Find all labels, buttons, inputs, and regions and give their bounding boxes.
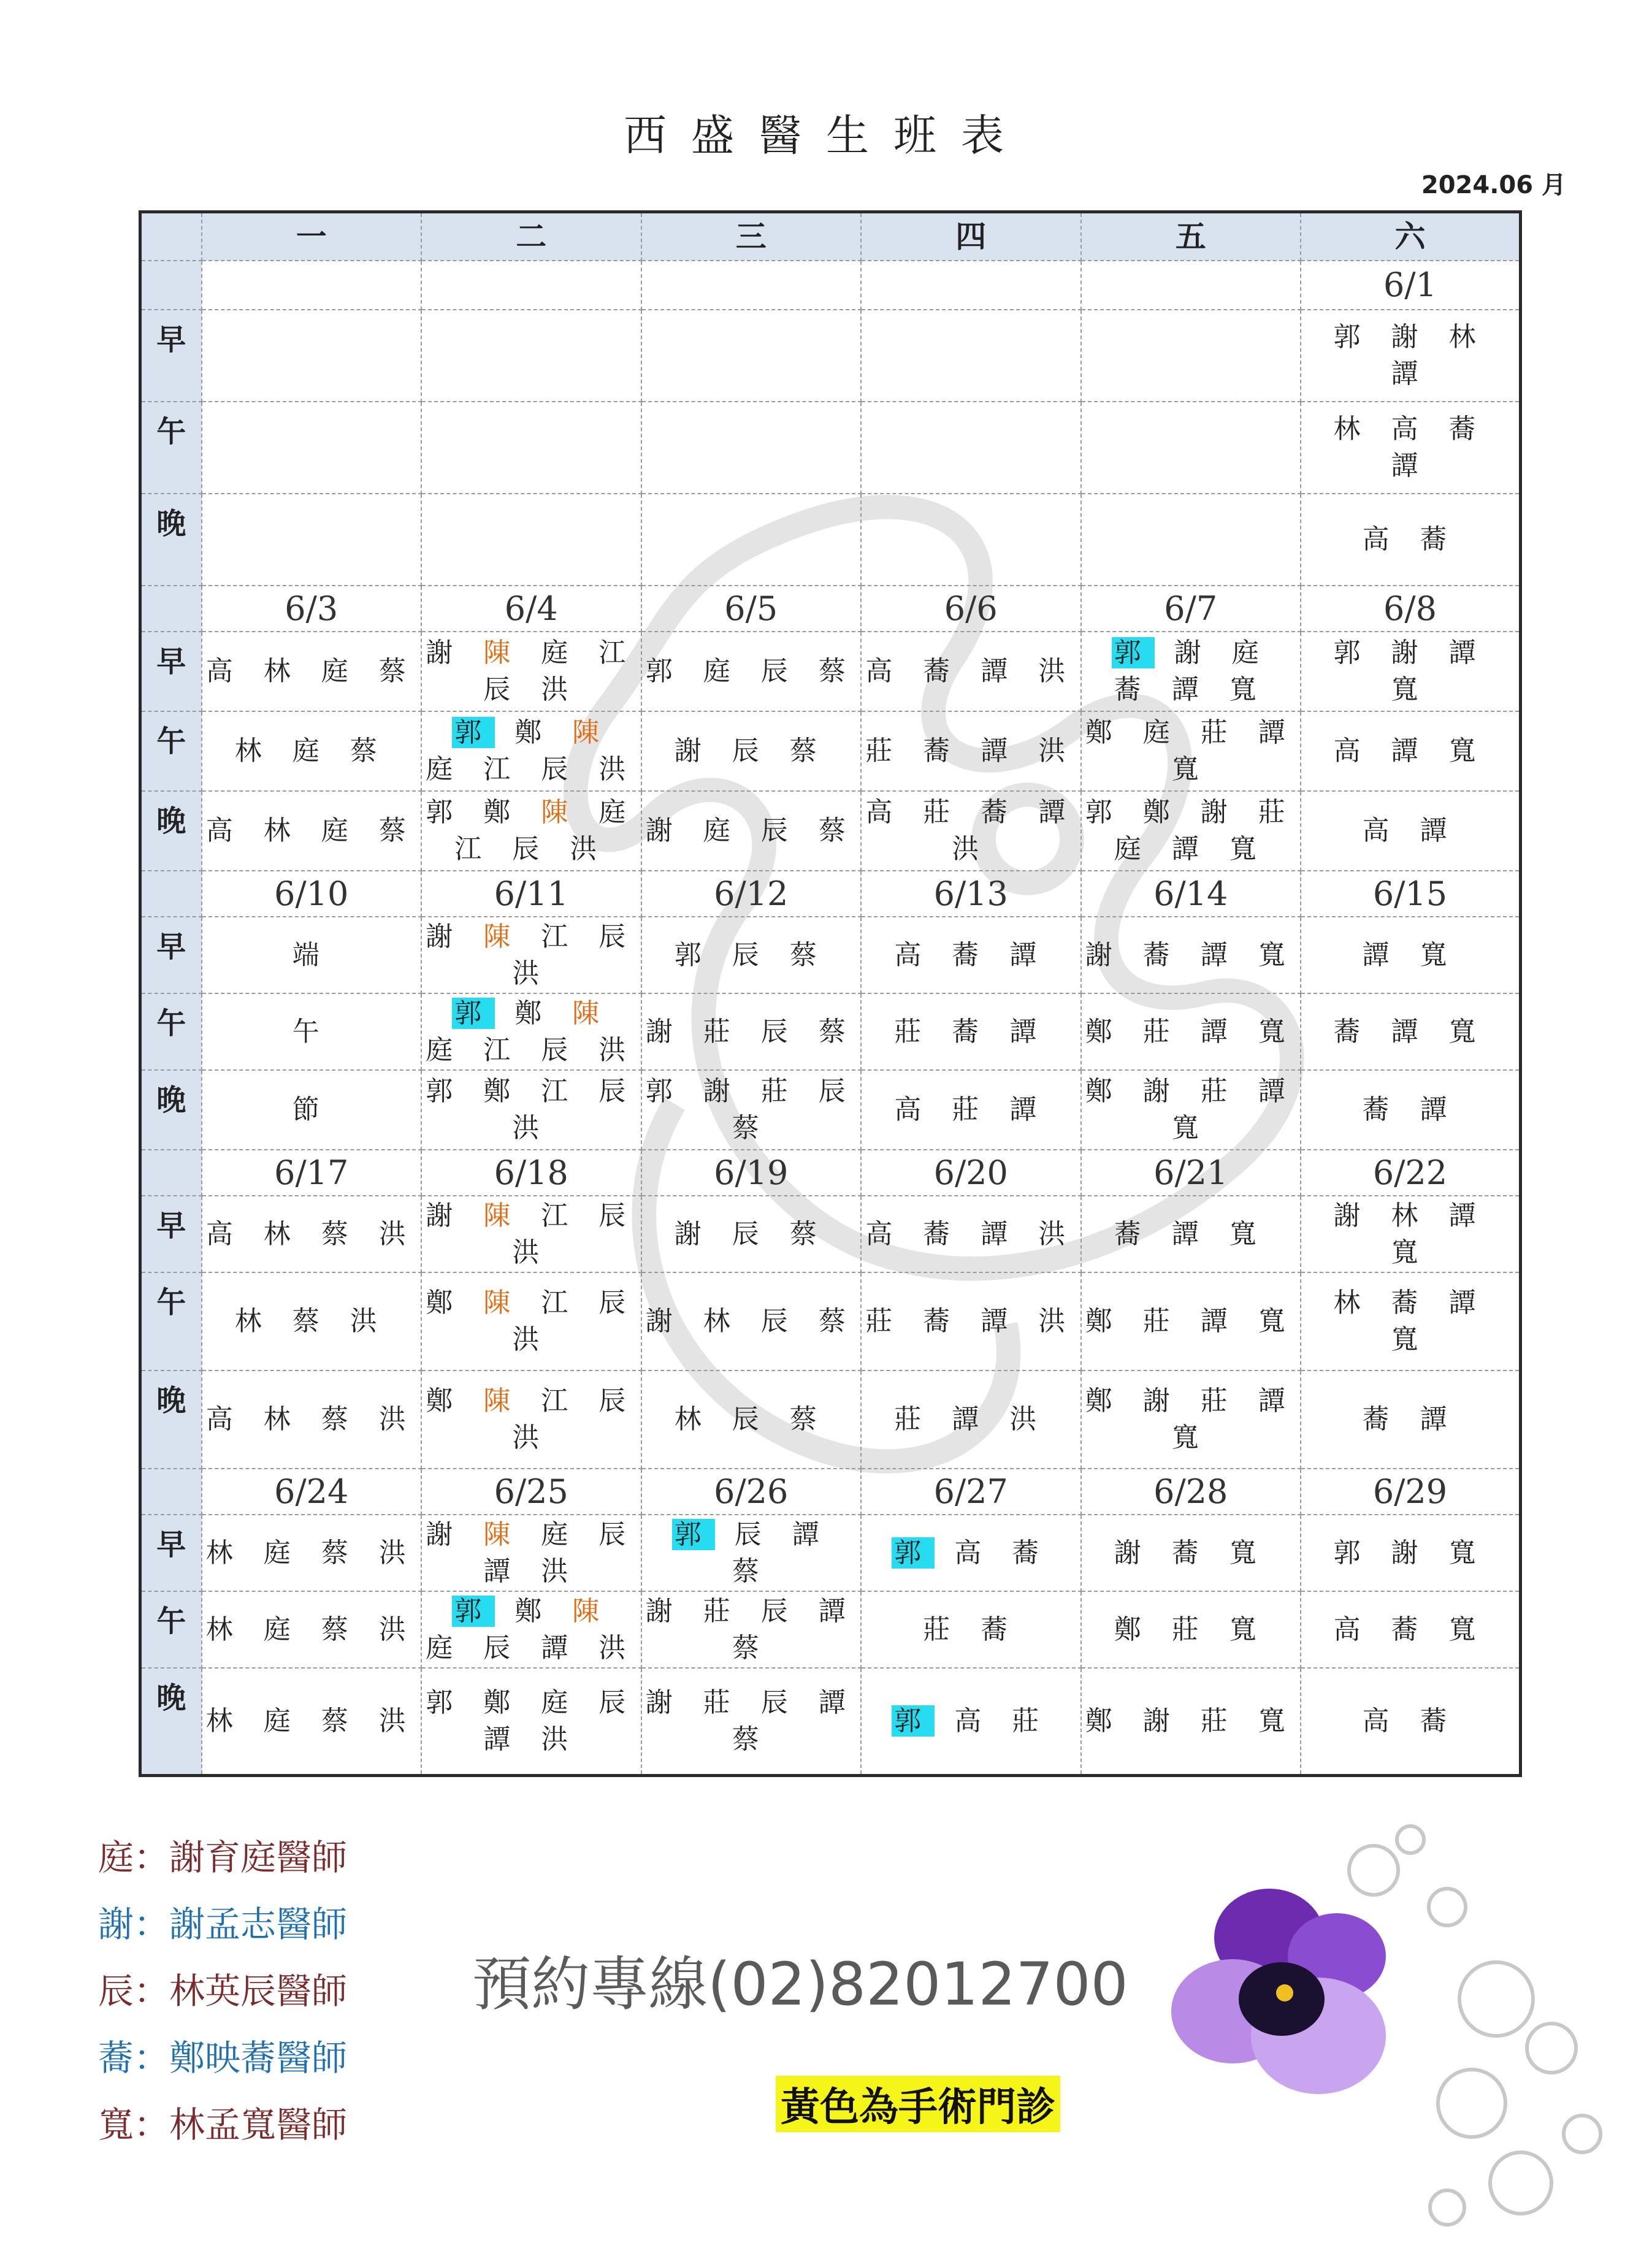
doctor-cell: 林 庭 蔡 洪 (202, 1591, 422, 1668)
schedule-table (139, 210, 1522, 1777)
doctor-cell: 蕎 譚 寬 (1081, 1196, 1301, 1272)
date-cell: 6/14 (1081, 871, 1301, 917)
doctor-cell: 鄭 莊 寬 (1081, 1591, 1301, 1668)
date-row (140, 871, 1521, 917)
doctor-cell: 高 林 庭 蔡 (202, 632, 422, 711)
session-label: 晚 (140, 791, 202, 871)
doctor-cell: 譚 寬 (1301, 917, 1521, 993)
date-row-label (140, 871, 202, 917)
session-row (140, 1668, 1521, 1775)
legend-item: 蕎：鄭映蕎醫師 (98, 2037, 348, 2079)
legend-item: 謝：謝孟志醫師 (98, 1903, 348, 1945)
date-cell: 6/21 (1081, 1150, 1301, 1196)
doctor-cell (861, 494, 1081, 586)
date-cell: 6/19 (641, 1150, 862, 1196)
session-label: 早 (140, 917, 202, 993)
date-cell: 6/15 (1301, 871, 1521, 917)
doctor-cell: 郭 謝 寬 (1301, 1515, 1521, 1591)
doctor-cell: 謝 陳 庭 辰 譚 洪 (421, 1515, 641, 1591)
date-row-label (140, 1469, 202, 1515)
session-row (140, 711, 1521, 791)
doctor-cell: 林 辰 蔡 (641, 1371, 862, 1469)
doctor-cell (202, 494, 422, 586)
date-cell (421, 261, 641, 310)
schedule-body (140, 212, 1521, 1776)
doctor-cell: 謝 陳 庭 江 辰 洪 (421, 632, 641, 711)
session-row (140, 791, 1521, 871)
doctor-cell: 郭 謝 林 譚 (1301, 310, 1521, 402)
doctor-cell (421, 310, 641, 402)
doctor-cell: 莊 蕎 譚 (861, 993, 1081, 1070)
date-cell: 6/26 (641, 1469, 862, 1515)
date-cell: 6/18 (421, 1150, 641, 1196)
doctor-cell: 節 (202, 1070, 422, 1150)
date-cell: 6/3 (202, 586, 422, 632)
session-label: 午 (140, 711, 202, 791)
doctor-cell: 郭 辰 蔡 (641, 917, 862, 993)
date-cell: 6/25 (421, 1469, 641, 1515)
doctor-cell: 郭 鄭 江 辰 洪 (421, 1070, 641, 1150)
date-cell: 6/22 (1301, 1150, 1521, 1196)
session-label: 晚 (140, 1371, 202, 1469)
date-row (140, 261, 1521, 310)
doctor-cell (1081, 494, 1301, 586)
doctor-cell: 高 譚 寬 (1301, 711, 1521, 791)
doctor-cell (1081, 310, 1301, 402)
doctor-cell: 郭 高 莊 (861, 1668, 1081, 1775)
doctor-cell: 蕎 譚 (1301, 1070, 1521, 1150)
date-row (140, 1469, 1521, 1515)
doctor-cell: 高 譚 (1301, 791, 1521, 871)
date-cell: 6/1 (1301, 261, 1521, 310)
date-cell (1081, 261, 1301, 310)
session-row (140, 1515, 1521, 1591)
session-row (140, 1196, 1521, 1272)
doctor-cell: 郭 鄭 庭 辰 譚 洪 (421, 1668, 641, 1775)
session-label: 午 (140, 993, 202, 1070)
surgery-note: 黃色為手術門診 (776, 2076, 1060, 2132)
session-row (140, 494, 1521, 586)
doctor-cell: 高 莊 譚 (861, 1070, 1081, 1150)
date-row-label (140, 1150, 202, 1196)
doctor-cell: 高 林 蔡 洪 (202, 1371, 422, 1469)
doctor-cell: 林 高 蕎 譚 (1301, 402, 1521, 494)
date-cell: 6/29 (1301, 1469, 1521, 1515)
doctor-cell: 高 蕎 譚 洪 (861, 1196, 1081, 1272)
doctor-cell: 郭 鄭 謝 莊 庭 譚 寬 (1081, 791, 1301, 871)
doctor-cell: 高 林 蔡 洪 (202, 1196, 422, 1272)
weekday-cell: 二 (421, 212, 641, 261)
date-cell: 6/5 (641, 586, 862, 632)
doctor-cell: 林 庭 蔡 洪 (202, 1668, 422, 1775)
date-cell: 6/7 (1081, 586, 1301, 632)
doctor-cell: 高 蕎 譚 (861, 917, 1081, 993)
doctor-cell: 林 庭 蔡 (202, 711, 422, 791)
doctor-cell (421, 494, 641, 586)
doctor-cell: 鄭 陳 江 辰 洪 (421, 1272, 641, 1371)
session-label: 午 (140, 402, 202, 494)
date-cell: 6/6 (861, 586, 1081, 632)
session-label: 晚 (140, 1668, 202, 1775)
doctor-cell: 郭 謝 莊 辰 蔡 (641, 1070, 862, 1150)
doctor-cell: 高 莊 蕎 譚 洪 (861, 791, 1081, 871)
legend-item: 辰：林英辰醫師 (98, 1970, 348, 2012)
session-row (140, 1371, 1521, 1469)
doctor-cell: 郭 鄭 陳 庭 辰 譚 洪 (421, 1591, 641, 1668)
date-cell: 6/28 (1081, 1469, 1301, 1515)
doctor-cell (202, 402, 422, 494)
legend-item: 庭：謝育庭醫師 (98, 1837, 348, 1878)
doctor-cell: 謝 陳 江 辰 洪 (421, 917, 641, 993)
doctor-cell: 郭 辰 譚 蔡 (641, 1515, 862, 1591)
weekday-cell: 三 (641, 212, 862, 261)
date-cell: 6/4 (421, 586, 641, 632)
date-row (140, 586, 1521, 632)
doctor-cell: 高 蕎 寬 (1301, 1591, 1521, 1668)
weekday-cell: 四 (861, 212, 1081, 261)
doctor-cell: 謝 庭 辰 蔡 (641, 791, 862, 871)
doctor-cell: 謝 辰 蔡 (641, 711, 862, 791)
session-label: 晚 (140, 494, 202, 586)
doctor-cell: 林 庭 蔡 洪 (202, 1515, 422, 1591)
doctor-cell: 高 林 庭 蔡 (202, 791, 422, 871)
date-cell (641, 261, 862, 310)
doctor-cell (641, 494, 862, 586)
session-row (140, 1591, 1521, 1668)
session-label: 午 (140, 1591, 202, 1668)
date-row-label (140, 261, 202, 310)
doctor-cell (861, 402, 1081, 494)
date-cell (861, 261, 1081, 310)
doctor-cell: 郭 謝 譚 寬 (1301, 632, 1521, 711)
doctor-cell: 午 (202, 993, 422, 1070)
page-title: 西盛醫生班表 (624, 110, 1028, 161)
date-cell: 6/20 (861, 1150, 1081, 1196)
doctor-cell: 莊 蕎 譚 洪 (861, 711, 1081, 791)
doctor-cell: 謝 林 譚 寬 (1301, 1196, 1521, 1272)
doctor-cell: 郭 鄭 陳 庭 江 辰 洪 (421, 791, 641, 871)
doctor-cell: 蕎 譚 (1301, 1371, 1521, 1469)
doctor-cell: 謝 蕎 譚 寬 (1081, 917, 1301, 993)
doctor-cell (421, 402, 641, 494)
date-cell: 6/8 (1301, 586, 1521, 632)
weekday-cell: 一 (202, 212, 422, 261)
doctor-cell: 謝 莊 辰 譚 蔡 (641, 1591, 862, 1668)
date-cell: 6/11 (421, 871, 641, 917)
session-row (140, 402, 1521, 494)
date-cell: 6/13 (861, 871, 1081, 917)
doctor-cell: 高 蕎 (1301, 1668, 1521, 1775)
session-label: 午 (140, 1272, 202, 1371)
date-row (140, 1150, 1521, 1196)
session-label: 早 (140, 632, 202, 711)
doctor-cell: 端 (202, 917, 422, 993)
doctor-cell: 鄭 謝 莊 寬 (1081, 1668, 1301, 1775)
doctor-legend (98, 1824, 347, 2158)
date-cell: 6/17 (202, 1150, 422, 1196)
doctor-cell: 高 蕎 譚 洪 (861, 632, 1081, 711)
weekday-header-row (140, 212, 1521, 261)
weekday-cell: 五 (1081, 212, 1301, 261)
doctor-cell: 林 蕎 譚 寬 (1301, 1272, 1521, 1371)
date-cell: 6/24 (202, 1469, 422, 1515)
doctor-cell: 鄭 謝 莊 譚 寬 (1081, 1070, 1301, 1150)
doctor-cell: 郭 謝 庭 蕎 譚 寬 (1081, 632, 1301, 711)
date-cell: 6/27 (861, 1469, 1081, 1515)
flower-bubbles-decoration (1153, 1815, 1652, 2248)
doctor-cell: 鄭 莊 譚 寬 (1081, 993, 1301, 1070)
doctor-cell: 謝 蕎 寬 (1081, 1515, 1301, 1591)
doctor-cell: 蕎 譚 寬 (1301, 993, 1521, 1070)
doctor-cell (641, 310, 862, 402)
session-row (140, 632, 1521, 711)
session-label: 早 (140, 310, 202, 402)
booking-phone: 預約專線(02)82012700 (472, 1950, 1128, 2019)
doctor-cell: 莊 蕎 譚 洪 (861, 1272, 1081, 1371)
session-row (140, 310, 1521, 402)
date-cell: 6/12 (641, 871, 862, 917)
doctor-cell: 鄭 謝 莊 譚 寬 (1081, 1371, 1301, 1469)
doctor-cell: 謝 陳 江 辰 洪 (421, 1196, 641, 1272)
date-cell (202, 261, 422, 310)
month-label: 2024.06 月 (1421, 171, 1566, 199)
doctor-cell (861, 310, 1081, 402)
session-row (140, 1272, 1521, 1371)
doctor-cell (202, 310, 422, 402)
doctor-cell: 林 蔡 洪 (202, 1272, 422, 1371)
doctor-cell: 郭 鄭 陳 庭 江 辰 洪 (421, 993, 641, 1070)
doctor-cell: 高 蕎 (1301, 494, 1521, 586)
doctor-cell: 謝 莊 辰 蔡 (641, 993, 862, 1070)
doctor-cell (1081, 402, 1301, 494)
doctor-cell (641, 402, 862, 494)
doctor-cell: 謝 林 辰 蔡 (641, 1272, 862, 1371)
weekday-cell: 六 (1301, 212, 1521, 261)
session-row (140, 993, 1521, 1070)
doctor-cell: 郭 鄭 陳 庭 江 辰 洪 (421, 711, 641, 791)
session-label: 晚 (140, 1070, 202, 1150)
doctor-cell: 莊 譚 洪 (861, 1371, 1081, 1469)
doctor-cell: 謝 辰 蔡 (641, 1196, 862, 1272)
corner-cell (140, 212, 202, 261)
session-row (140, 917, 1521, 993)
legend-item: 寬：林孟寬醫師 (98, 2104, 348, 2146)
doctor-cell: 謝 莊 辰 譚 蔡 (641, 1668, 862, 1775)
date-cell: 6/10 (202, 871, 422, 917)
doctor-cell: 鄭 陳 江 辰 洪 (421, 1371, 641, 1469)
doctor-cell: 莊 蕎 (861, 1591, 1081, 1668)
session-row (140, 1070, 1521, 1150)
session-label: 早 (140, 1515, 202, 1591)
doctor-cell: 郭 庭 辰 蔡 (641, 632, 862, 711)
session-label: 早 (140, 1196, 202, 1272)
date-row-label (140, 586, 202, 632)
doctor-cell: 郭 高 蕎 (861, 1515, 1081, 1591)
doctor-cell: 鄭 庭 莊 譚 寬 (1081, 711, 1301, 791)
doctor-cell: 鄭 莊 譚 寬 (1081, 1272, 1301, 1371)
